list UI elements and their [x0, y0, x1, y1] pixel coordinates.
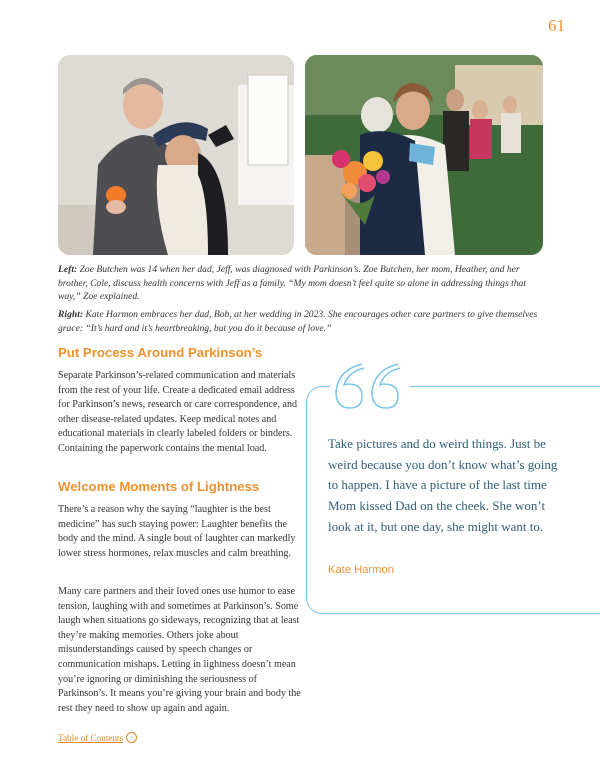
caption-left [58, 263, 548, 304]
photo-left [58, 55, 294, 255]
quote-text: Take pictures and do weird things. Just be weird because you don’t know what’s going to happen. I have a picture of the last time Mom kissed Dad on the cheek. She won’t look at it, but one day, she might want to. [328, 436, 558, 534]
caption-left-label: Left: [58, 264, 78, 275]
section-process-body [58, 369, 302, 457]
section-lightness-body-1 [58, 503, 302, 561]
caption-right-text: Kate Harmon embraces her dad, Bob, at her wedding in 2023. She encourages other care partners to give themselves grace: “It’s hard and it’s heartbreaking, but you do it because of love.” [58, 309, 538, 334]
caption-right-label: Right: [58, 309, 84, 320]
toc-label[interactable]: Table of Contents [58, 732, 124, 743]
photo-right-image [305, 55, 543, 255]
paragraph: Separate Parkinson’s-related communication and materials from the rest of your life. Create a dedicated email address for Parkinson’s news, research or care correspondence, and other disease-related updates. Keep medical notes and educational materials in clearly labeled folders or binders. Containing the paperwork contains the mental load. [58, 370, 298, 454]
table-of-contents-link[interactable] [58, 732, 137, 743]
photo-right [305, 55, 543, 255]
quote-author: Kate Harmon [328, 564, 394, 576]
page-number: 61 [548, 16, 565, 35]
caption-right [58, 308, 548, 335]
paragraph: There’s a reason why the saying “laughter is the best medicine” has such staying power: Laughter benefits the body and the mind. A single bout of laughter can markedly lower stress hormones, relax muscles and calm breathing. [58, 504, 296, 559]
quote-mark-icon [332, 360, 406, 412]
caption-left-text: Zoe Butchen was 14 when her dad, Jeff, was diagnosed with Parkinson’s. Zoe Butchen, her mom, Heather, and her brother, Cole, discuss health concerns with Jeff as a family. “My mom doesn’t feel quite so alone in addressing things that way,” Zoe explained. [58, 264, 527, 303]
photo-left-image [58, 55, 294, 255]
section-heading-lightness: Welcome Moments of Lightness [58, 479, 260, 494]
paragraph: Many care partners and their loved ones use humor to ease tension, laughing with and sometimes at Parkinson’s. Some laugh when situations go sideways, recognizing that at least they’re making memories. Others joke about misunderstandings caused by speech changes or communication mishaps. Letting in lightness doesn’t mean you’re ignoring or diminishing the seriousness of Parkinson’s. It means you’re giving your brain and body the rest they need to show up again and again. [58, 586, 301, 714]
section-lightness-body-2 [58, 585, 302, 716]
section-heading-process: Put Process Around Parkinson’s [58, 345, 263, 360]
arrow-right-circle-icon[interactable]: › [126, 732, 137, 743]
